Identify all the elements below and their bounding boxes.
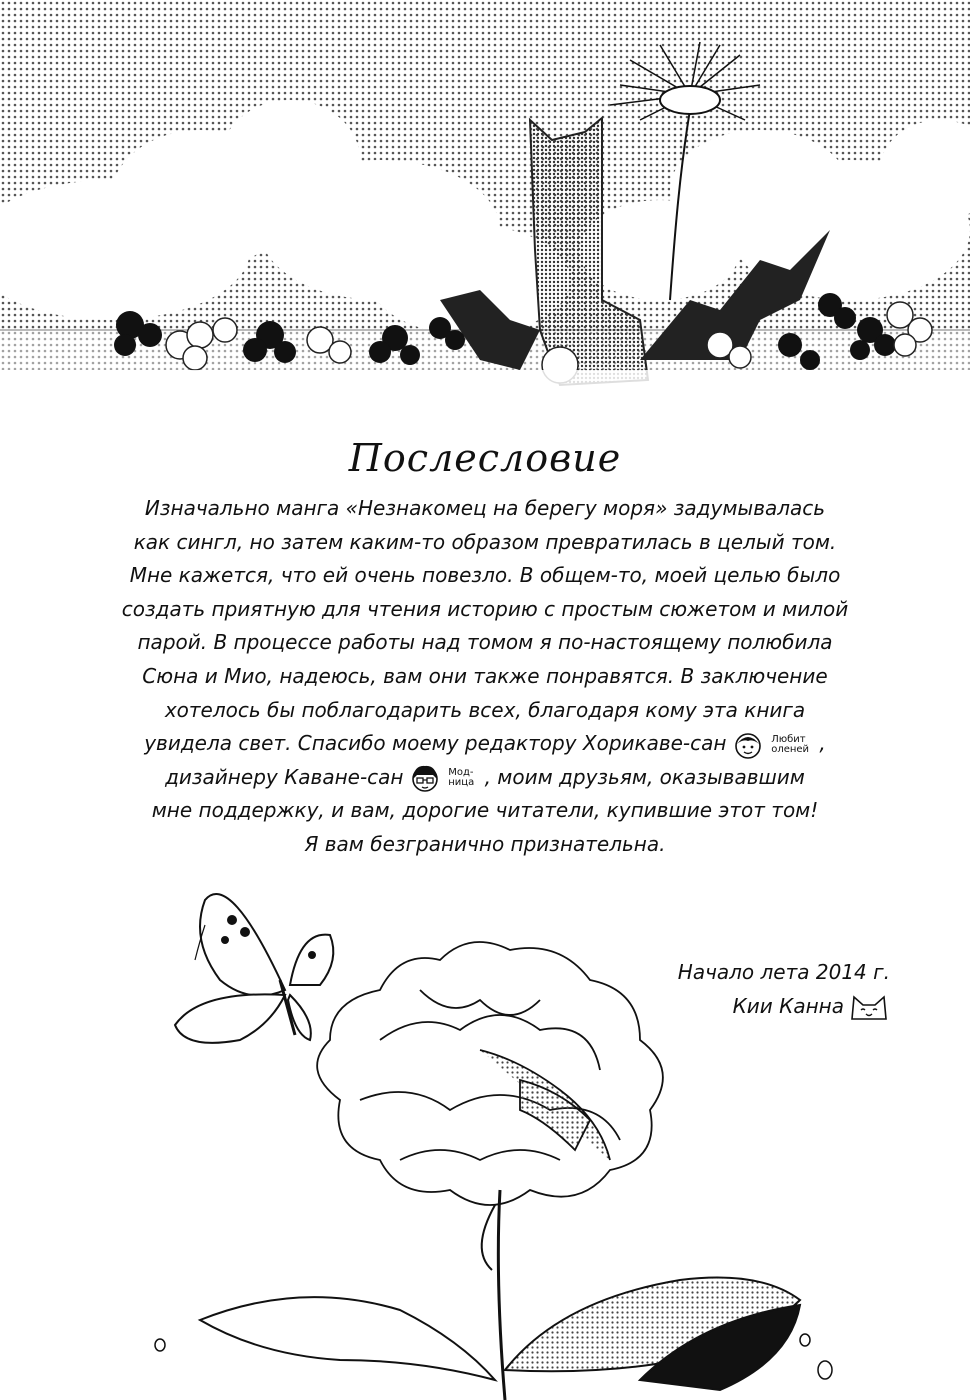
body-line-designer [110,761,860,795]
editor-note-line-2: оленей [771,743,810,755]
editor-thanks-text: увидела свет. Спасибо моему редактору Хорикаве-сан [144,731,727,756]
designer-note-line-1: Мод- [448,767,474,779]
body-line: Изначально манга «Незнакомец на берегу моря» задумывалась [144,496,826,520]
body-line: парой. В процессе работы над томом я по-настоящему полюбила [137,630,833,655]
signature-date: Начало лета 2014 г. [677,960,890,984]
designer-line-end: , моим друзьям, оказывавшим [484,764,805,789]
designer-note-line-2: ница [448,777,475,789]
bottom-illustration [0,860,970,1400]
body-line: мне поддержку, и вам, дорогие читатели, купившие этот том! [151,798,819,823]
top-illustration [0,0,970,420]
editor-note-line-1: Любит [771,733,806,745]
body-line: Мне кажется, что ей очень повезло. В общем-то, моей целью было [129,563,841,588]
editor-line-end: , [819,731,826,756]
body-line-editor [110,727,860,761]
afterword-body [110,492,860,862]
designer-face-with-glasses-icon [410,763,440,793]
afterword-title: Послесловие [348,436,622,480]
body-line: Сюна и Мио, надеюсь, вам они также понравятся. В заключение [142,663,828,688]
body-line: хотелось бы поблагодарить всех, благодаря кому эта книга [164,697,806,722]
body-line: Я вам безгранично признательна. [304,831,666,856]
body-line: создать приятную для чтения историю с простым сюжетом и милой [121,596,849,621]
editor-face-icon [733,730,763,760]
body-line: как сингл, но затем каким-то образом превратилась в целый том. [133,529,837,554]
ground-fade [0,370,970,420]
editor-note [771,735,809,755]
flower-head [317,942,663,1205]
designer-thanks-text: дизайнеру Каване-сан [165,764,404,789]
butterfly [175,894,333,1043]
designer-note [448,768,474,788]
signature-author: Кии Канна [732,994,844,1018]
